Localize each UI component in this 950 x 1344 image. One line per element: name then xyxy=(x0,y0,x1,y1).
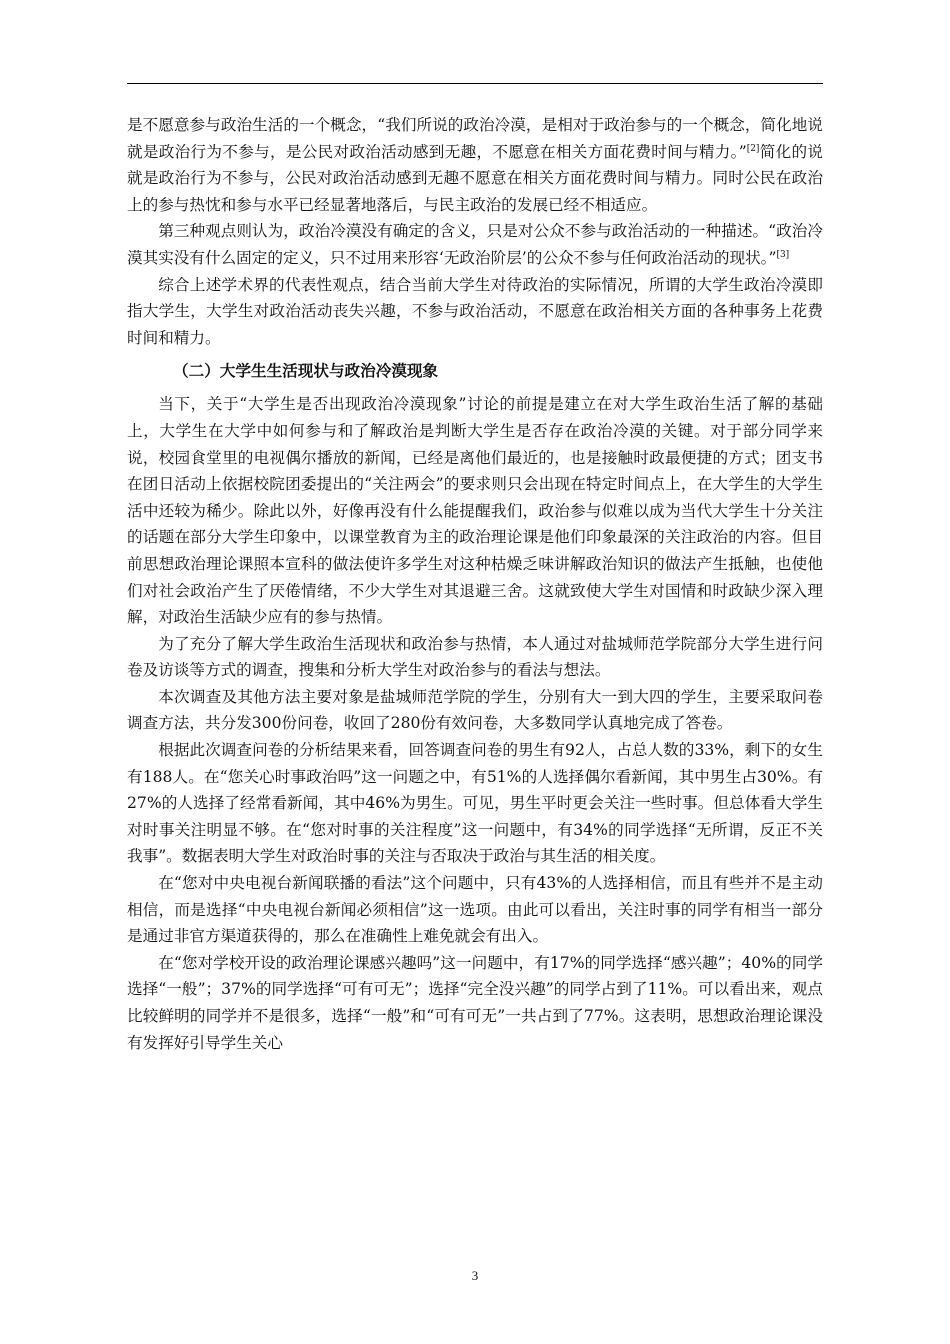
paragraph-1-text-a: 是不愿意参与政治生活的一个概念，“我们所说的政治冷漠，是相对于政治参与的一个概念，简化地说就是政治行为不参与，是公民对政治活动感到无趣，不愿意在相关方面花费时间与精力。” xyxy=(127,116,823,161)
paragraph-2 xyxy=(127,218,823,271)
paragraph-6: 本次调查及其他方法主要对象是盐城师范学院的学生，分别有大一到大四的学生，主要采取问卷调查方法，共分发300份问卷，收回了280份有效问卷，大多数同学认真地完成了答卷。 xyxy=(127,687,823,733)
paragraph-2-text-a: 第三种观点则认为，政治冷漠没有确定的含义，只是对公众不参与政治活动的一种描述。“政治冷漠其实没有什么固定的定义，只不过用来形容‘无政治阶层’的公众不参与任何政治活动的现状。” xyxy=(127,222,823,267)
paragraph-1-text-b: 简化的说就是政治行为不参与，公民对政治活动感到无趣不愿意在相关方面花费时间与精力。同时公民在政治上的参与热忱和参与水平已经显著地落后，与民主政治的发展已经不相适应。 xyxy=(127,142,823,214)
citation-3: [3] xyxy=(776,249,790,260)
paragraph-1 xyxy=(127,112,823,218)
paragraph-8: 在“您对中央电视台新闻联播的看法”这个问题中，只有43%的人选择相信，而且有些并不是主动相信，而是选择“中央电视台新闻必须相信”这一选项。由此可以看出，关注时事的同学有相当一部分是通过非官方渠道获得的，那么在准确性上难免就会有出入。 xyxy=(127,874,823,946)
page-number: 3 xyxy=(471,1268,479,1283)
paragraph-9: 在“您对学校开设的政治理论课感兴趣吗”这一问题中，有17%的同学选择“感兴趣”；40%的同学选择“一般”；37%的同学选择“可有可无”；选择“完全没兴趣”的同学占到了11%。可以看出来，观点比较鲜明的同学并不是很多，选择“一般”和“可有可无”一共占到了77%。这表明，思想政治理论课没有发挥好引导学生关心 xyxy=(127,953,823,1052)
section-heading: （二）大学生生活现状与政治冷漠现象 xyxy=(173,362,439,381)
paragraph-7: 根据此次调查问卷的分析结果来看，回答调查问卷的男生有92人，占总人数的33%，剩下的女生有188人。在“您关心时事政治吗”这一问题之中，有51%的人选择偶尔看新闻，其中男生占30%。有27%的人选择了经常看新闻，其中46%为男生。可见，男生平时更会关注一些时事。但总体看大学生对时事关注明显不够。在“您对时事的关注程度”这一问题中，有34%的同学选择“无所谓，反正不关我事”。数据表明大学生对政治时事的关注与否取决于政治与其生活的相关度。 xyxy=(127,741,823,866)
paragraph-3: 综合上述学术界的代表性观点，结合当前大学生对待政治的实际情况，所谓的大学生政治冷漠即指大学生，大学生对政治活动丧失兴趣，不参与政治活动，不愿意在政治相关方面的各种事务上花费时间和精力。 xyxy=(127,275,823,347)
citation-2: [2] xyxy=(746,143,760,154)
body-text xyxy=(127,112,823,1056)
paragraph-4: 当下，关于“大学生是否出现政治冷漠现象”讨论的前提是建立在对大学生政治生活了解的基础上，大学生在大学中如何参与和了解政治是判断大学生是否存在政治冷漠的关键。对于部分同学来说，校园食堂里的电视偶尔播放的新闻，已经是离他们最近的，也是接触时政最便捷的方式；团支书在团日活动上依据校院团委提出的“关注两会”的要求则只会出现在特定时间点上，在大学生的大学生活中还较为稀少。除此以外，好像再没有什么能提醒我们，政治参与似难以成为当代大学生十分关注的话题在部分大学生印象中，以课堂教育为主的政治理论课是他们印象最深的关注政治的内容。但目前思想政治理论课照本宣科的做法使许多学生对这种枯燥乏味讲解政治知识的做法产生抵触，也使他们对社会政治产生了厌倦情绪，不少大学生对其退避三舍。这就致使大学生对国情和时政缺少深入理解，对政治生活缺少应有的参与热情。 xyxy=(127,395,823,627)
paragraph-5: 为了充分了解大学生政治生活现状和政治参与热情，本人通过对盐城师范学院部分大学生进行问卷及访谈等方式的调查，搜集和分析大学生对政治参与的看法与想法。 xyxy=(127,634,823,680)
header-rule xyxy=(127,83,823,84)
